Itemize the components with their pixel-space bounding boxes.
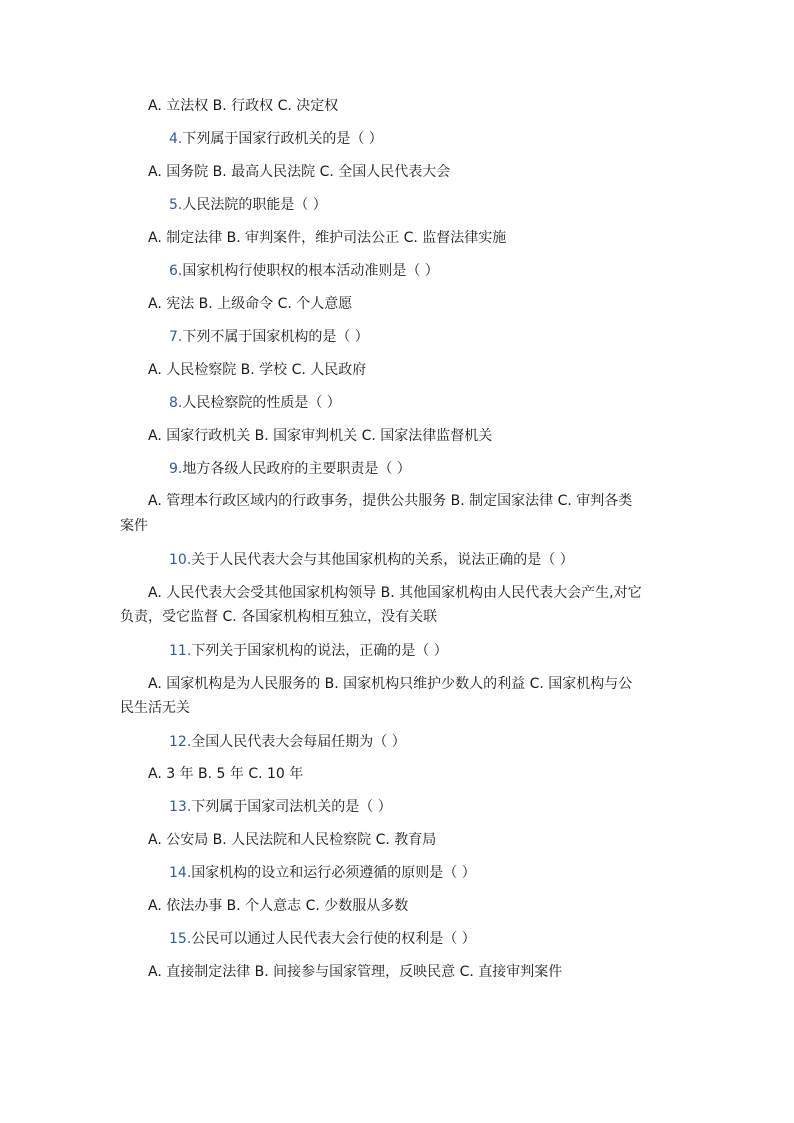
question-line <box>169 732 406 752</box>
question-number: 7. <box>169 329 183 345</box>
question-number: 10. <box>169 552 192 568</box>
question-number: 4. <box>169 131 183 147</box>
options-line: A. 公安局 B. 人民法院和人民检察院 C. 教育局 <box>148 832 437 848</box>
options-line: A. 依法办事 B. 个人意志 C. 少数服从多数 <box>148 898 409 914</box>
question-line <box>169 327 369 347</box>
question-number: 15. <box>169 931 192 947</box>
options-line: A. 人民代表大会受其他国家机构领导 B. 其他国家机构由人民代表大会产生,对它 <box>148 585 642 601</box>
question-line <box>169 393 341 413</box>
question-text: 人民法院的职能是（ ） <box>182 197 327 213</box>
question-line <box>169 929 476 949</box>
question-number: 9. <box>169 461 183 477</box>
options-line: A. 直接制定法律 B. 间接参与国家管理，反映民意 C. 直接审判案件 <box>148 964 563 980</box>
question-line <box>169 797 392 817</box>
question-number: 8. <box>169 395 183 411</box>
question-text: 国家机构行使职权的根本活动准则是（ ） <box>182 263 439 279</box>
question-text: 地方各级人民政府的主要职责是（ ） <box>182 461 411 477</box>
question-number: 6. <box>169 263 183 279</box>
options-line: A. 国家机构是为人民服务的 B. 国家机构只维护少数人的利益 C. 国家机构与公 <box>148 676 633 692</box>
options-line: A. 宪法 B. 上级命令 C. 个人意愿 <box>148 296 353 312</box>
options-line-continued: 案件 <box>120 518 148 534</box>
question-text: 公民可以通过人民代表大会行使的权利是（ ） <box>191 931 476 947</box>
question-text: 关于人民代表大会与其他国家机构的关系，说法正确的是（ ） <box>191 552 574 568</box>
options-line-continued: 民生活无关 <box>120 700 190 716</box>
options-line: A. 制定法律 B. 审判案件，维护司法公正 C. 监督法律实施 <box>148 230 507 246</box>
question-text: 下列属于国家司法机关的是（ ） <box>191 799 392 815</box>
question-text: 下列不属于国家机构的是（ ） <box>182 329 369 345</box>
question-line <box>169 195 327 215</box>
question-text: 国家机构的设立和运行必须遵循的原则是（ ） <box>191 865 476 881</box>
question-number: 5. <box>169 197 183 213</box>
options-line: A. 3 年 B. 5 年 C. 10 年 <box>148 766 304 782</box>
question-line <box>169 863 476 883</box>
question-line <box>169 129 383 149</box>
question-text: 人民检察院的性质是（ ） <box>182 395 341 411</box>
question-number: 11. <box>169 643 192 659</box>
question-line <box>169 261 439 281</box>
question-number: 12. <box>169 734 192 750</box>
question-text: 下列属于国家行政机关的是（ ） <box>182 131 383 147</box>
options-line: A. 立法权 B. 行政权 C. 决定权 <box>148 98 339 114</box>
options-line: A. 国家行政机关 B. 国家审判机关 C. 国家法律监督机关 <box>148 428 493 444</box>
options-line-continued: 负责，受它监督 C. 各国家机构相互独立，没有关联 <box>120 609 438 625</box>
question-number: 13. <box>169 799 192 815</box>
options-line: A. 国务院 B. 最高人民法院 C. 全国人民代表大会 <box>148 164 451 180</box>
options-line: A. 管理本行政区域内的行政事务，提供公共服务 B. 制定国家法律 C. 审判各类 <box>148 493 633 509</box>
question-line <box>169 550 574 570</box>
question-line <box>169 459 411 479</box>
question-text: 全国人民代表大会每届任期为（ ） <box>191 734 406 750</box>
question-number: 14. <box>169 865 192 881</box>
options-line: A. 人民检察院 B. 学校 C. 人民政府 <box>148 362 367 378</box>
question-text: 下列关于国家机构的说法，正确的是（ ） <box>191 643 448 659</box>
question-line <box>169 641 448 661</box>
